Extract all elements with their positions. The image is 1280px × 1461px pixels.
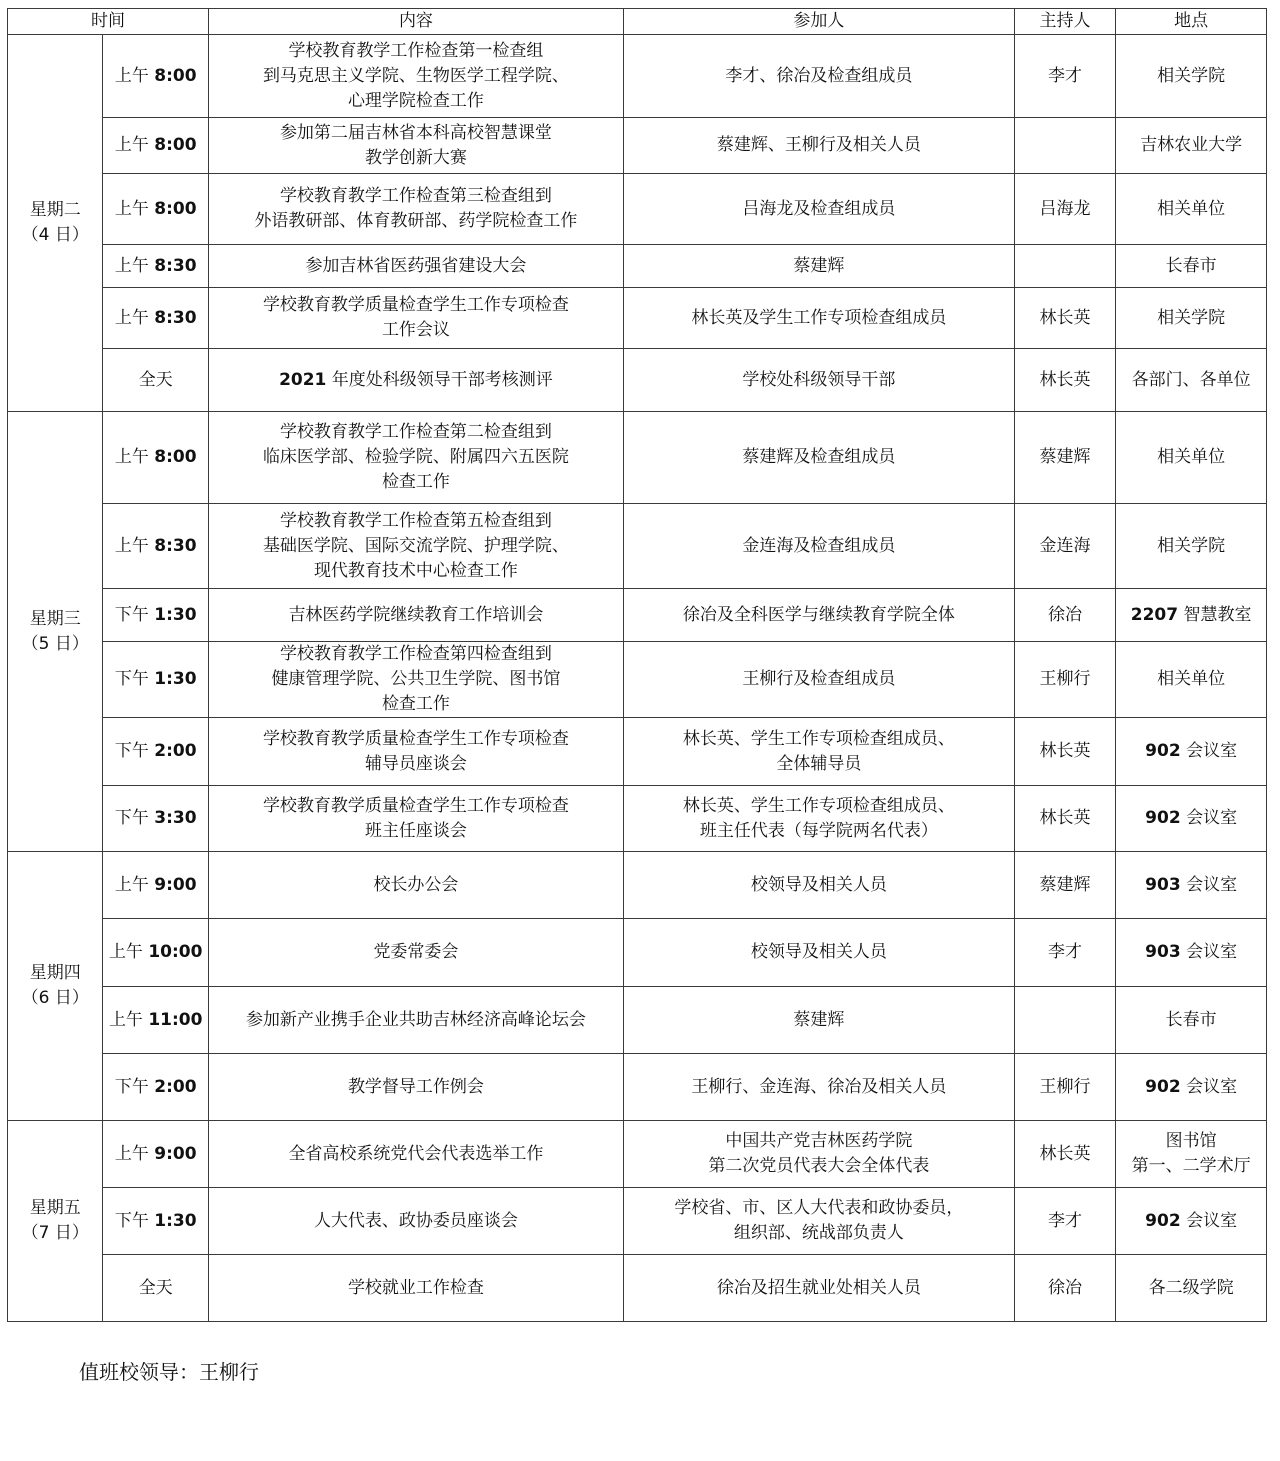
duty-name: 王柳行 bbox=[199, 1360, 259, 1384]
time-period: 上午 bbox=[114, 198, 155, 219]
content-cell: 人大代表、政协委员座谈会 bbox=[208, 1188, 623, 1255]
time-period: 下午 bbox=[114, 604, 155, 625]
room-number: 903 bbox=[1145, 874, 1181, 895]
location-cell: 长春市 bbox=[1116, 987, 1267, 1054]
host-cell bbox=[1014, 245, 1115, 288]
time-value: 8:30 bbox=[154, 307, 197, 328]
time-period: 上午 bbox=[114, 874, 155, 895]
time-cell bbox=[103, 718, 209, 786]
day-cell: 星期三 （5 日） bbox=[8, 412, 103, 852]
time-value: 8:30 bbox=[154, 535, 197, 556]
host-cell: 王柳行 bbox=[1014, 642, 1115, 718]
content-cell: 学校就业工作检查 bbox=[208, 1255, 623, 1322]
room-text: 会议室 bbox=[1180, 1210, 1238, 1231]
schedule-row bbox=[8, 786, 1267, 852]
time-period: 下午 bbox=[114, 669, 155, 689]
participants-cell: 中国共产党吉林医药学院 第二次党员代表大会全体代表 bbox=[623, 1121, 1014, 1188]
time-value: 8:00 bbox=[154, 65, 197, 86]
content-cell: 学校教育教学质量检查学生工作专项检查 班主任座谈会 bbox=[208, 786, 623, 852]
schedule-row bbox=[8, 504, 1267, 589]
participants-cell: 徐冶及招生就业处相关人员 bbox=[623, 1255, 1014, 1322]
time-cell bbox=[103, 642, 209, 718]
location-cell: 相关单位 bbox=[1116, 642, 1267, 718]
content-cell: 学校教育教学工作检查第二检查组到 临床医学部、检验学院、附属四六五医院 检查工作 bbox=[208, 412, 623, 504]
time-period: 上午 bbox=[114, 307, 155, 328]
schedule-row bbox=[8, 35, 1267, 118]
location-cell: 图书馆 第一、二学术厅 bbox=[1116, 1121, 1267, 1188]
time-cell bbox=[103, 118, 209, 174]
time-period: 上午 bbox=[114, 255, 155, 276]
location-cell: 吉林农业大学 bbox=[1116, 118, 1267, 174]
time-cell: 全天 bbox=[103, 349, 209, 412]
content-cell: 学校教育教学工作检查第五检查组到 基础医学院、国际交流学院、护理学院、 现代教育技术中心检查工作 bbox=[208, 504, 623, 589]
content-cell: 学校教育教学质量检查学生工作专项检查 辅导员座谈会 bbox=[208, 718, 623, 786]
location-cell: 长春市 bbox=[1116, 245, 1267, 288]
content-cell: 校长办公会 bbox=[208, 852, 623, 919]
host-cell: 林长英 bbox=[1014, 1121, 1115, 1188]
header-content: 内容 bbox=[208, 9, 623, 35]
participants-cell: 校领导及相关人员 bbox=[623, 919, 1014, 987]
schedule-row bbox=[8, 174, 1267, 245]
participants-cell: 蔡建辉及检查组成员 bbox=[623, 412, 1014, 504]
time-period: 下午 bbox=[114, 808, 155, 828]
time-value: 3:30 bbox=[154, 808, 197, 828]
time-period: 上午 bbox=[108, 942, 149, 962]
schedule-row bbox=[8, 118, 1267, 174]
schedule-row bbox=[8, 1121, 1267, 1188]
time-value: 2:00 bbox=[154, 1076, 197, 1097]
header-host: 主持人 bbox=[1014, 9, 1115, 35]
time-value: 1:30 bbox=[154, 604, 197, 625]
time-period: 下午 bbox=[114, 1076, 155, 1097]
time-cell bbox=[103, 1054, 209, 1121]
room-text: 会议室 bbox=[1180, 1076, 1238, 1097]
time-value: 10:00 bbox=[148, 942, 203, 962]
time-cell bbox=[103, 174, 209, 245]
time-cell bbox=[103, 786, 209, 852]
time-value: 9:00 bbox=[154, 874, 197, 895]
location-cell bbox=[1116, 718, 1267, 786]
header-row bbox=[8, 9, 1267, 35]
schedule-row bbox=[8, 288, 1267, 349]
participants-cell: 校领导及相关人员 bbox=[623, 852, 1014, 919]
location-cell bbox=[1116, 919, 1267, 987]
host-cell: 林长英 bbox=[1014, 718, 1115, 786]
time-value: 8:00 bbox=[154, 447, 197, 467]
time-cell bbox=[103, 1121, 209, 1188]
room-number: 2207 bbox=[1130, 604, 1179, 625]
time-period: 上午 bbox=[114, 1143, 155, 1164]
duty-label: 值班校领导： bbox=[79, 1360, 199, 1384]
header-location: 地点 bbox=[1116, 9, 1267, 35]
participants-cell: 学校处科级领导干部 bbox=[623, 349, 1014, 412]
schedule-row bbox=[8, 919, 1267, 987]
time-cell bbox=[103, 1188, 209, 1255]
time-value: 1:30 bbox=[154, 669, 197, 689]
host-cell: 蔡建辉 bbox=[1014, 412, 1115, 504]
time-value: 2:00 bbox=[154, 741, 197, 761]
day-cell: 星期二 （4 日） bbox=[8, 35, 103, 412]
participants-cell: 蔡建辉 bbox=[623, 245, 1014, 288]
participants-cell: 蔡建辉、王柳行及相关人员 bbox=[623, 118, 1014, 174]
location-cell: 相关学院 bbox=[1116, 288, 1267, 349]
schedule-row bbox=[8, 589, 1267, 642]
participants-cell: 王柳行及检查组成员 bbox=[623, 642, 1014, 718]
location-cell bbox=[1116, 1054, 1267, 1121]
time-value: 8:00 bbox=[154, 198, 197, 219]
host-cell: 李才 bbox=[1014, 35, 1115, 118]
time-cell bbox=[103, 987, 209, 1054]
participants-cell: 吕海龙及检查组成员 bbox=[623, 174, 1014, 245]
content-cell: 参加新产业携手企业共助吉林经济高峰论坛会 bbox=[208, 987, 623, 1054]
participants-cell: 金连海及检查组成员 bbox=[623, 504, 1014, 589]
schedule-row bbox=[8, 245, 1267, 288]
host-cell: 吕海龙 bbox=[1014, 174, 1115, 245]
time-cell bbox=[103, 245, 209, 288]
content-cell bbox=[208, 349, 623, 412]
time-cell bbox=[103, 852, 209, 919]
room-number: 903 bbox=[1145, 942, 1181, 962]
time-value: 8:00 bbox=[154, 135, 197, 155]
room-text: 会议室 bbox=[1180, 808, 1238, 828]
content-cell: 学校教育教学工作检查第一检查组 到马克思主义学院、生物医学工程学院、 心理学院检查工作 bbox=[208, 35, 623, 118]
schedule-body bbox=[8, 35, 1267, 1322]
content-cell: 参加第二届吉林省本科高校智慧课堂 教学创新大赛 bbox=[208, 118, 623, 174]
day-cell: 星期四 （6 日） bbox=[8, 852, 103, 1121]
participants-cell: 林长英及学生工作专项检查组成员 bbox=[623, 288, 1014, 349]
schedule-row bbox=[8, 1054, 1267, 1121]
content-cell: 学校教育教学工作检查第四检查组到 健康管理学院、公共卫生学院、图书馆 检查工作 bbox=[208, 642, 623, 718]
room-text: 智慧教室 bbox=[1178, 604, 1252, 625]
time-value: 8:30 bbox=[154, 255, 197, 276]
location-cell: 相关单位 bbox=[1116, 174, 1267, 245]
participants-cell: 蔡建辉 bbox=[623, 987, 1014, 1054]
host-cell: 徐冶 bbox=[1014, 1255, 1115, 1322]
time-value: 1:30 bbox=[154, 1210, 197, 1231]
location-cell bbox=[1116, 852, 1267, 919]
location-cell: 相关单位 bbox=[1116, 412, 1267, 504]
room-text: 会议室 bbox=[1180, 741, 1238, 761]
content-cell: 学校教育教学质量检查学生工作专项检查 工作会议 bbox=[208, 288, 623, 349]
content-year: 2021 bbox=[279, 369, 327, 390]
host-cell bbox=[1014, 987, 1115, 1054]
time-period: 上午 bbox=[114, 535, 155, 556]
time-period: 下午 bbox=[114, 1210, 155, 1231]
location-cell: 各二级学院 bbox=[1116, 1255, 1267, 1322]
time-period: 上午 bbox=[108, 1009, 149, 1030]
host-cell: 李才 bbox=[1014, 919, 1115, 987]
room-number: 902 bbox=[1145, 741, 1181, 761]
time-cell bbox=[103, 288, 209, 349]
location-cell: 相关学院 bbox=[1116, 35, 1267, 118]
time-value: 11:00 bbox=[148, 1009, 203, 1030]
participants-cell: 王柳行、金连海、徐冶及相关人员 bbox=[623, 1054, 1014, 1121]
time-cell bbox=[103, 35, 209, 118]
participants-cell: 学校省、市、区人大代表和政协委员， 组织部、统战部负责人 bbox=[623, 1188, 1014, 1255]
host-cell: 林长英 bbox=[1014, 786, 1115, 852]
content-cell: 参加吉林省医药强省建设大会 bbox=[208, 245, 623, 288]
schedule-table bbox=[7, 8, 1267, 1322]
time-period: 上午 bbox=[114, 65, 155, 86]
time-cell bbox=[103, 589, 209, 642]
duty-leader bbox=[79, 1358, 259, 1386]
header-time: 时间 bbox=[8, 9, 209, 35]
host-cell: 林长英 bbox=[1014, 349, 1115, 412]
schedule-row bbox=[8, 349, 1267, 412]
time-cell bbox=[103, 504, 209, 589]
day-cell: 星期五 （7 日） bbox=[8, 1121, 103, 1322]
host-cell: 徐冶 bbox=[1014, 589, 1115, 642]
schedule-row bbox=[8, 718, 1267, 786]
content-cell: 吉林医药学院继续教育工作培训会 bbox=[208, 589, 623, 642]
schedule-row bbox=[8, 987, 1267, 1054]
time-cell: 全天 bbox=[103, 1255, 209, 1322]
time-cell bbox=[103, 919, 209, 987]
time-value: 9:00 bbox=[154, 1143, 197, 1164]
host-cell: 金连海 bbox=[1014, 504, 1115, 589]
time-period: 上午 bbox=[114, 447, 155, 467]
content-cell: 教学督导工作例会 bbox=[208, 1054, 623, 1121]
content-cell: 学校教育教学工作检查第三检查组到 外语教研部、体育教研部、药学院检查工作 bbox=[208, 174, 623, 245]
content-text: 年度处科级领导干部考核测评 bbox=[326, 369, 553, 390]
room-text: 会议室 bbox=[1180, 874, 1238, 895]
host-cell bbox=[1014, 118, 1115, 174]
schedule-row bbox=[8, 642, 1267, 718]
room-number: 902 bbox=[1145, 808, 1181, 828]
schedule-row bbox=[8, 412, 1267, 504]
host-cell: 王柳行 bbox=[1014, 1054, 1115, 1121]
location-cell: 相关学院 bbox=[1116, 504, 1267, 589]
location-cell bbox=[1116, 786, 1267, 852]
participants-cell: 林长英、学生工作专项检查组成员、 班主任代表（每学院两名代表） bbox=[623, 786, 1014, 852]
time-period: 上午 bbox=[114, 135, 155, 155]
host-cell: 蔡建辉 bbox=[1014, 852, 1115, 919]
location-cell bbox=[1116, 1188, 1267, 1255]
time-period: 下午 bbox=[114, 741, 155, 761]
location-cell bbox=[1116, 589, 1267, 642]
location-cell: 各部门、各单位 bbox=[1116, 349, 1267, 412]
room-number: 902 bbox=[1145, 1210, 1181, 1231]
room-number: 902 bbox=[1145, 1076, 1181, 1097]
time-cell bbox=[103, 412, 209, 504]
schedule-row bbox=[8, 1255, 1267, 1322]
participants-cell: 林长英、学生工作专项检查组成员、 全体辅导员 bbox=[623, 718, 1014, 786]
participants-cell: 李才、徐冶及检查组成员 bbox=[623, 35, 1014, 118]
participants-cell: 徐冶及全科医学与继续教育学院全体 bbox=[623, 589, 1014, 642]
schedule-row bbox=[8, 852, 1267, 919]
content-cell: 全省高校系统党代会代表选举工作 bbox=[208, 1121, 623, 1188]
header-participants: 参加人 bbox=[623, 9, 1014, 35]
host-cell: 林长英 bbox=[1014, 288, 1115, 349]
room-text: 会议室 bbox=[1180, 942, 1238, 962]
schedule-row bbox=[8, 1188, 1267, 1255]
content-cell: 党委常委会 bbox=[208, 919, 623, 987]
host-cell: 李才 bbox=[1014, 1188, 1115, 1255]
